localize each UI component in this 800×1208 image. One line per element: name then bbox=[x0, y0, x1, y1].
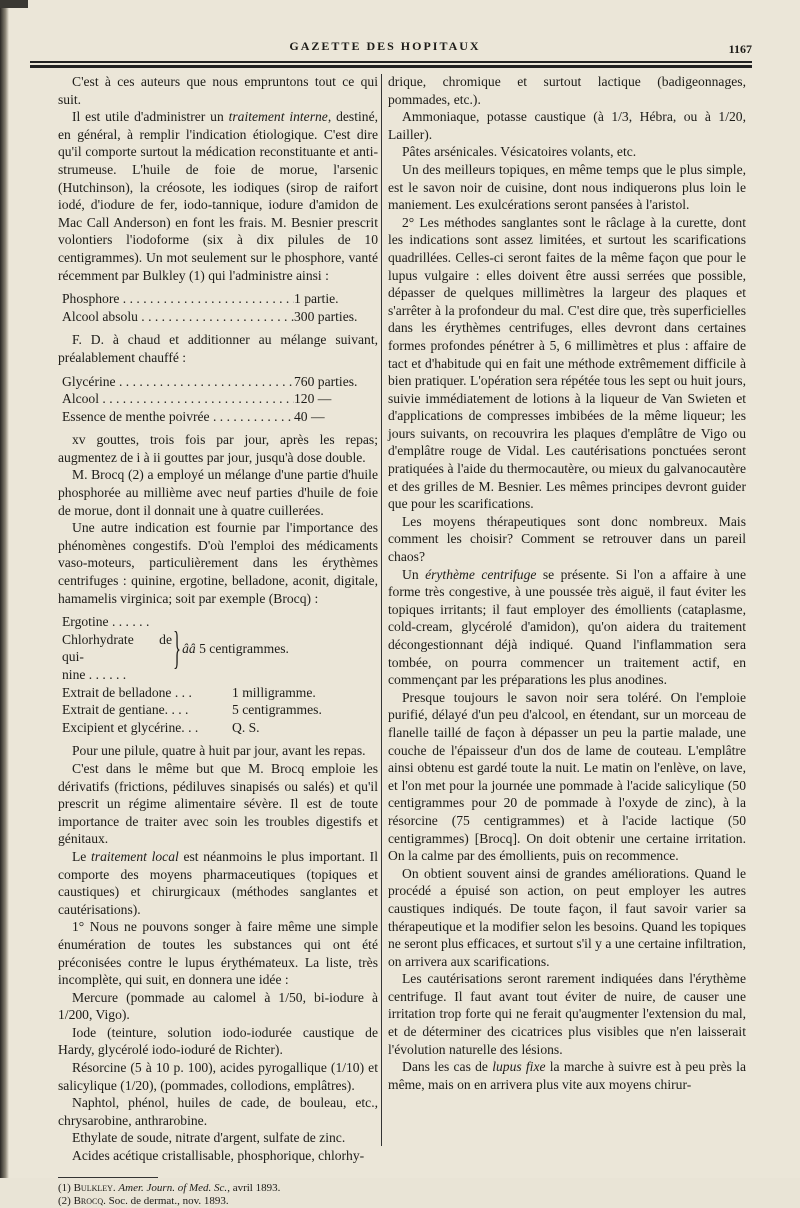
paragraph: Presque toujours le savon noir sera toléré. On l'emploie purifié, délayé d'un peu d'alcool, en étendant, sur un morceau de flanelle taillé de façon à dépasser un peu la partie malade, une couche de l'épaisseur d'un dos de lame de couteau. L'emplâtre ainsi obtenu est gardé toute la nuit. Le matin on l'enlève, on lave, et l'on met pour la journée une pommade à l'acide salicylique (50 centigrammes pour 20 de pommade à l'oxyde de zinc), à la résorcine (75 centigrammes) et à l'acide lactique (50 centigrammes) [Brocq]. On doit obtenir une certaine irritation. On la calme par des émollients, puis on recommence. bbox=[388, 689, 746, 864]
paragraph: C'est à ces auteurs que nous empruntons tout ce qui suit. bbox=[58, 74, 378, 107]
formula-ingredient: nine . . . . . . bbox=[62, 667, 127, 682]
paragraph: Pour une pilule, quatre à huit par jour, avant les repas. bbox=[72, 743, 366, 759]
paragraph: 2° Les méthodes sanglantes sont le râclage à la curette, dont les indications sont assez limitées, et surtout les scarifications quadrillées. Celles-ci seront faites de la même façon que pour le lupus vulgaire : elles doivent être aussi serrées que possible, dépasser de quelques millimètres la largeur des plaques et s'arrêter à la profondeur du mal. C'est dire que, très superficielles dans les érythèmes centrifuges, elles devront dans certaines formes profondes pénétrer à 5, 6 millimètres et plus : affaire de tact et d'habitude qui en fait une méthode extrêmement difficile à bien pratiquer. L'opération sera répétée tous les sept ou huit jours, suivie immédiatement de lotions à la liqueur de Van Swieten et d'applications de compresses imbibées de la même liqueur; les jours suivants, on recouvrira les plaques d'emplâtre de Vigo ou d'emplâtre rouge de Vidal. Les cautérisations ponctuées seront pratiquées à l'aide du thermocautère, ou mieux du galvanocautère et des grilles de M. Besnier. Les mêmes principes devront guider que pour les scarifications. bbox=[388, 214, 746, 512]
page-number: 1167 bbox=[728, 42, 752, 56]
formula-row: Glycérine . . . 760 parties. bbox=[58, 373, 378, 391]
paragraph: Un érythème centrifuge se présente. Si l'on a affaire à une forme très congestive, à une poussée très aiguë, il faut éviter les topiques irritants; il faut employer des émollients (cataplasme, cold-cream, glycérolé d'amidon), qu'on aidera du traitement décongestionnant déjà indiqué. Quand l'inflammation sera tombée, on pourra commencer un traitement actif, en commençant par les préparations les plus anodines. bbox=[388, 566, 747, 688]
paragraph: Il est utile d'administrer un traitement interne, destiné, en général, à remplir l'indication étiologique. C'est dire qu'il comporte surtout la médication reconstituante et anti-strumeuse. L'huile de foie de morue, l'arsenic (Hutchinson), la créosote, les iodiques (sirop de raifort iodé, d'iodure de fer, iodo-tannique, iodure d'amidon de Mac Call Anderson) en font les frais. M. Besnier prescrit volontiers l'iodoforme (six à dix pilules de 10 centigrammes). Un mot seulement sur le phosphore, vanté récemment par Bulkley (1) qui l'administre ainsi : bbox=[58, 109, 379, 283]
phosphorus-formula bbox=[58, 290, 378, 325]
paragraph: M. Brocq (2) a employé un mélange d'une partie d'huile phosphorée au millième avec neuf parties d'huile de foie de morue, dont il donnait une à quatre cuillerées. bbox=[58, 467, 378, 518]
formula-brace-group bbox=[58, 613, 378, 683]
paragraph: Une autre indication est fournie par l'importance des phénomènes congestifs. D'où l'emploi des médicaments vaso-moteurs, particulièrement dans les érythèmes centrifuges : quinine, ergotine, belladone, aconit, digitale, hamamelis virginica; soit par exemple (Brocq) : bbox=[58, 520, 378, 606]
paragraph: Mercure (pommade au calomel à 1/50, bi-iodure à 1/200, Vigo). bbox=[58, 989, 378, 1023]
paragraph: F. D. à chaud et additionner au mélange suivant, préalablement chauffé : bbox=[58, 332, 378, 365]
paragraph: xv gouttes, trois fois par jour, après les repas; augmentez de i à ii gouttes par jour, jusqu'à dose double. bbox=[58, 432, 378, 465]
formula-row: Extrait de belladone . . . 1 milligramme. bbox=[62, 684, 316, 700]
paragraph: Les moyens thérapeutiques sont donc nombreux. Mais comment les choisir? Comment se retrouver dans un pareil chaos? bbox=[388, 513, 746, 565]
glycerine-formula bbox=[58, 373, 378, 426]
paragraph: Pâtes arsénicales. Vésicatoires volants, etc. bbox=[402, 144, 637, 160]
brace-glyph: } bbox=[173, 622, 181, 674]
paragraph: drique, chromique et surtout lactique (badigeonnages, pommades, etc.). bbox=[388, 74, 746, 107]
page-binding-edge bbox=[0, 0, 9, 1178]
left-column bbox=[58, 73, 378, 1208]
paragraph: Un des meilleurs topiques, en même temps que le plus simple, est le savon noir de cuisine, dont nous indiquerons plus loin le maniement. Les exulcérations seront pansées à l'aristol. bbox=[388, 161, 746, 213]
right-column bbox=[388, 73, 746, 1093]
formula-row: Alcool . . . 120 — bbox=[58, 390, 378, 408]
paragraph: C'est dans le même but que M. Brocq emploie les dérivatifs (frictions, pédiluves sinapisés ou salés) et qu'il prescrit un régime alimentaire sévère. Il est de toute importance de traiter avec soin les troubles digestifs et génitaux. bbox=[58, 760, 378, 847]
paragraph: Le traitement local est néanmoins le plus important. Il comporte des moyens pharmaceutiques (topiques et caustiques) et chirurgicaux (méthodes sanglantes et cautérisations). bbox=[58, 848, 378, 917]
formula-ingredient: Ergotine . . . . . . bbox=[62, 614, 150, 630]
formula-dose: ââ 5 centigrammes. bbox=[182, 640, 289, 656]
formula-ingredient: Chlorhydrate de qui- bbox=[62, 631, 172, 665]
header-rule-bottom bbox=[30, 65, 752, 68]
pill-formula bbox=[58, 613, 378, 736]
formula-row: Essence de menthe poivrée . . . 40 — bbox=[58, 408, 378, 426]
footnote-rule bbox=[58, 1177, 158, 1178]
header-rule-top bbox=[30, 61, 752, 63]
paragraph: Iode (teinture, solution iodo-iodurée caustique de Hardy, glycérolé iodo-ioduré de Richter). bbox=[58, 1024, 378, 1058]
paragraph: Acides acétique cristallisable, phosphorique, chlorhy- bbox=[72, 1148, 365, 1164]
paragraph: On obtient souvent ainsi de grandes améliorations. Quand le procédé a épuisé son action, on peut employer les autres caustiques indiqués. De toute façon, il faut savoir varier sa thérapeutique et la modifier selon les besoins. Quand les topiques ne seront plus efficaces, et surtout s'il y a une certaine infiltration, on arrivera aux scarifications. bbox=[388, 865, 746, 969]
paragraph: 1° Nous ne pouvons songer à faire même une simple énumération de toutes les substances qui ont été préconisées contre le lupus érythémateux. La liste, très incomplète, qui suit, en donnera une idée : bbox=[58, 919, 378, 988]
running-title: GAZETTE DES HOPITAUX bbox=[289, 39, 481, 53]
formula-row: Phosphore . . . 1 partie. bbox=[58, 290, 378, 308]
formula-row: Alcool absolu . . . 300 parties. bbox=[58, 308, 378, 326]
paragraph: Naphtol, phénol, huiles de cade, de bouleau, etc., chrysarobine, anthrarobine. bbox=[58, 1095, 378, 1128]
formula-row: Excipient et glycérine. . . Q. S. bbox=[62, 719, 260, 735]
footnote: (2) Brocq. Soc. de dermat., nov. 1893. bbox=[58, 1194, 229, 1207]
paragraph: Résorcine (5 à 10 p. 100), acides pyrogallique (1/10) et salicylique (1/20), (pommades, collodions, emplâtres). bbox=[58, 1060, 378, 1093]
paragraph: Dans les cas de lupus fixe la marche à suivre est à peu près la même, mais on en arrivera plus vite aux moyens chirur- bbox=[388, 1059, 746, 1092]
paragraph: Ethylate de soude, nitrate d'argent, sulfate de zinc. bbox=[72, 1130, 346, 1146]
paragraph: Ammoniaque, potasse caustique (à 1/3, Hébra, ou à 1/20, Lailler). bbox=[388, 109, 746, 142]
column-divider bbox=[381, 74, 382, 1146]
footnote: (1) Bulkley. Amer. Journ. of Med. Sc., avril 1893. bbox=[58, 1181, 281, 1194]
page-corner-shadow bbox=[0, 0, 28, 8]
paragraph: Les cautérisations seront rarement indiquées dans l'érythème centrifuge. Il faut avant tout éviter de nuire, de causer une irritation trop forte qui ne ferait qu'augmenter l'extension du mal, et de déterminer des cicatrices plus visibles que n'en laisserait l'évolution naturelle des lésions. bbox=[388, 971, 746, 1057]
formula-row: Extrait de gentiane. . . . 5 centigrammes. bbox=[62, 702, 322, 718]
